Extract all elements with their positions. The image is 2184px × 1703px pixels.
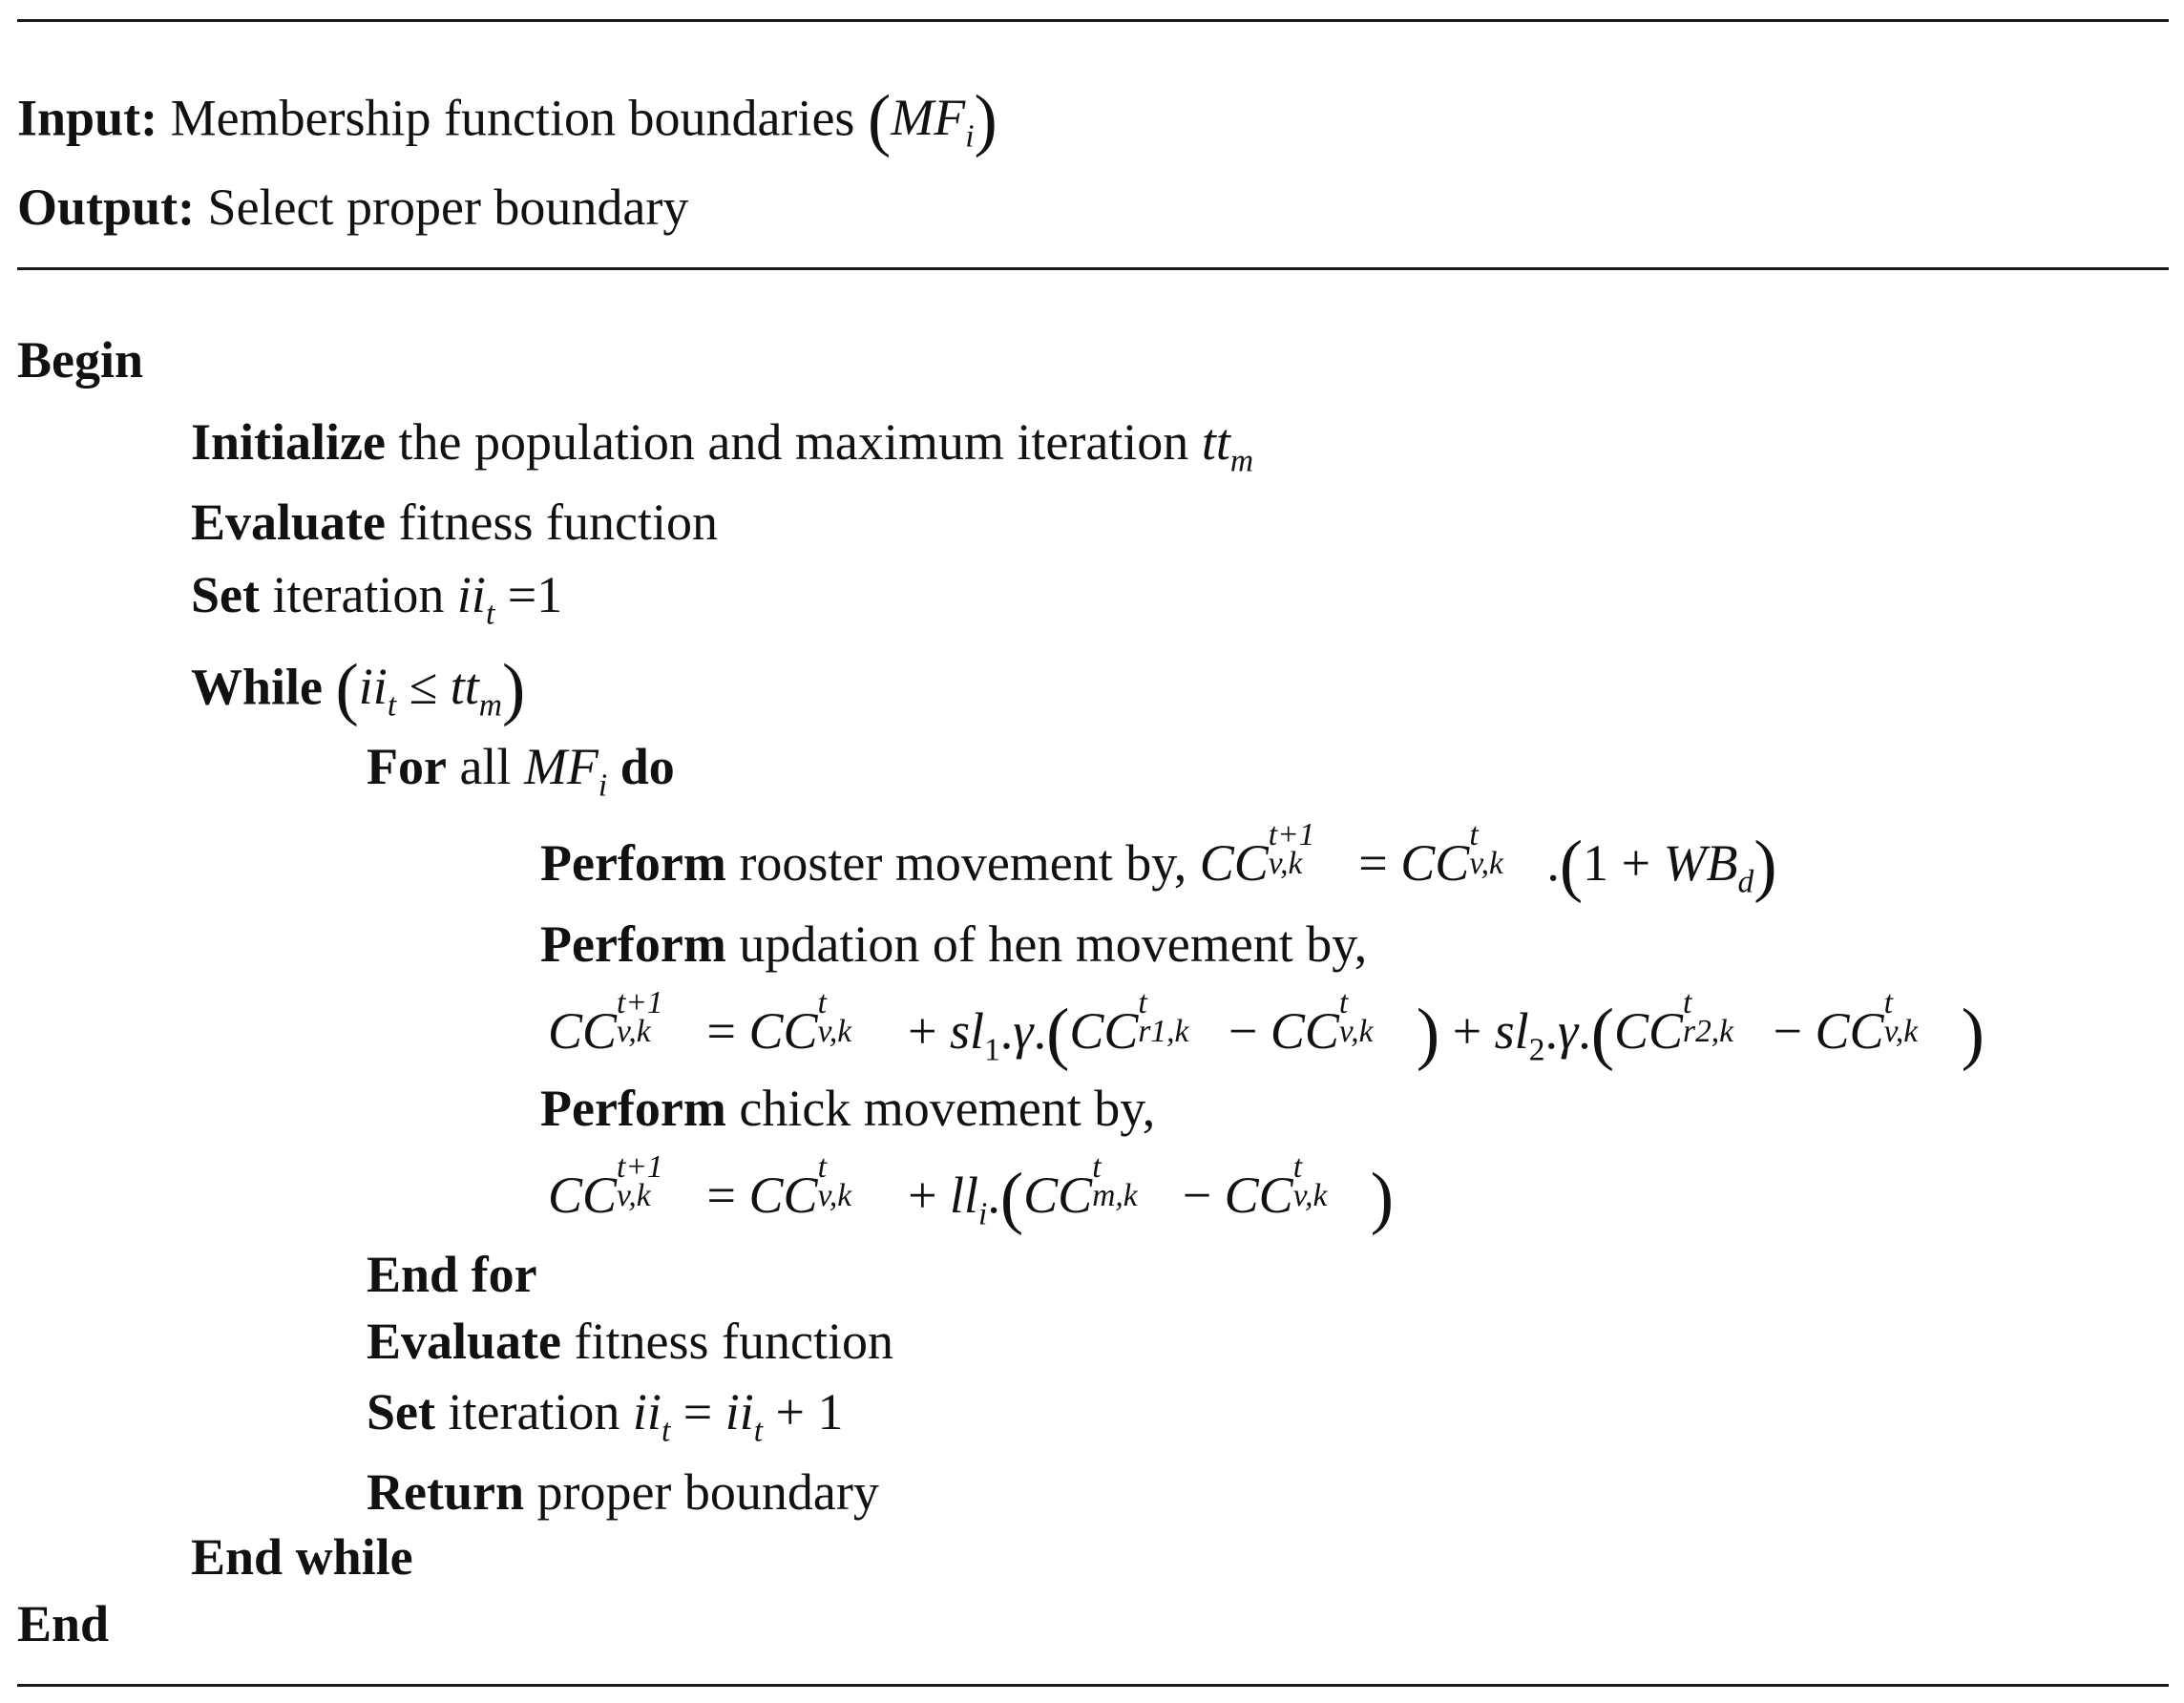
do-keyword: do (620, 738, 675, 795)
while-keyword: While (191, 658, 324, 716)
initialize-line (191, 413, 1253, 479)
evaluate-text: fitness function (398, 494, 718, 551)
input-label: Input: (17, 89, 158, 147)
for-all-text: all (459, 738, 512, 795)
iteration-update-equation: $ii_t = ii_t + 1$ (632, 1383, 844, 1449)
output-text: Select proper boundary (207, 179, 689, 236)
hen-equation: CC t+1 v,k = CC t v,k + $sl_1.\gamma.(CC$ t r1,k − CC t v,k ) + $sl_2.\gamma.(CC$ t r2,k − CC t v,k ) (548, 984, 1984, 1072)
evaluate-text-2: fitness function (574, 1313, 893, 1370)
return-text: proper boundary (536, 1463, 879, 1521)
while-line (191, 650, 526, 727)
set-iteration-line-2 (367, 1383, 844, 1449)
end-keyword: End (17, 1595, 110, 1652)
return-keyword: Return (367, 1463, 524, 1521)
output-line (17, 179, 689, 236)
return-line (367, 1463, 879, 1521)
perform-keyword-rooster: Perform (540, 834, 726, 892)
input-symbol: $(MF_i)$ (867, 81, 998, 158)
initialize-keyword: Initialize (191, 413, 386, 471)
rooster-line (540, 816, 1777, 904)
bottom-rule (17, 1684, 2169, 1687)
evaluate-line-2 (367, 1313, 893, 1370)
perform-keyword-hen: Perform (540, 915, 726, 973)
set-rhs: =1 (507, 566, 563, 623)
end-while-keyword: End while (191, 1528, 413, 1586)
max-iteration-symbol: $tt_m$ (1201, 413, 1253, 479)
set-text-2: iteration (448, 1383, 620, 1440)
for-line (367, 738, 675, 804)
chick-equation: CC t+1 v,k = CC t v,k + $ll_i.(CC$ t m,k − CC t v,k ) (548, 1148, 1394, 1236)
iteration-symbol: $ii_t$ (456, 566, 495, 632)
perform-keyword-chick: Perform (540, 1080, 726, 1137)
set-iteration-line (191, 566, 563, 632)
chick-line (540, 1080, 1156, 1137)
evaluate-keyword-2: Evaluate (367, 1313, 562, 1370)
hen-text: updation of hen movement by, (739, 915, 1368, 973)
membership-symbol: $MF_i$ (523, 738, 608, 804)
begin-keyword: Begin (17, 331, 144, 389)
top-rule (17, 19, 2169, 22)
output-label: Output: (17, 179, 196, 236)
set-keyword: Set (191, 566, 260, 623)
set-text: iteration (272, 566, 445, 623)
evaluate-line (191, 494, 718, 551)
end-for-keyword: End for (367, 1246, 537, 1303)
initialize-text: the population and maximum iteration (398, 413, 1189, 471)
set-keyword-2: Set (367, 1383, 435, 1440)
mid-rule (17, 267, 2169, 270)
chick-text: chick movement by, (739, 1080, 1156, 1137)
input-text: Membership function boundaries (170, 89, 855, 147)
while-condition: $(ii_t \le tt_m)$ (335, 650, 526, 727)
rooster-equation: CC t+1 v,k = CC t v,k $.(1 + WB_d)$ (1199, 816, 1777, 904)
for-keyword: For (367, 738, 447, 795)
hen-line (540, 915, 1368, 973)
input-line (17, 81, 998, 158)
rooster-text: rooster movement by, (739, 834, 1187, 892)
evaluate-keyword: Evaluate (191, 494, 387, 551)
